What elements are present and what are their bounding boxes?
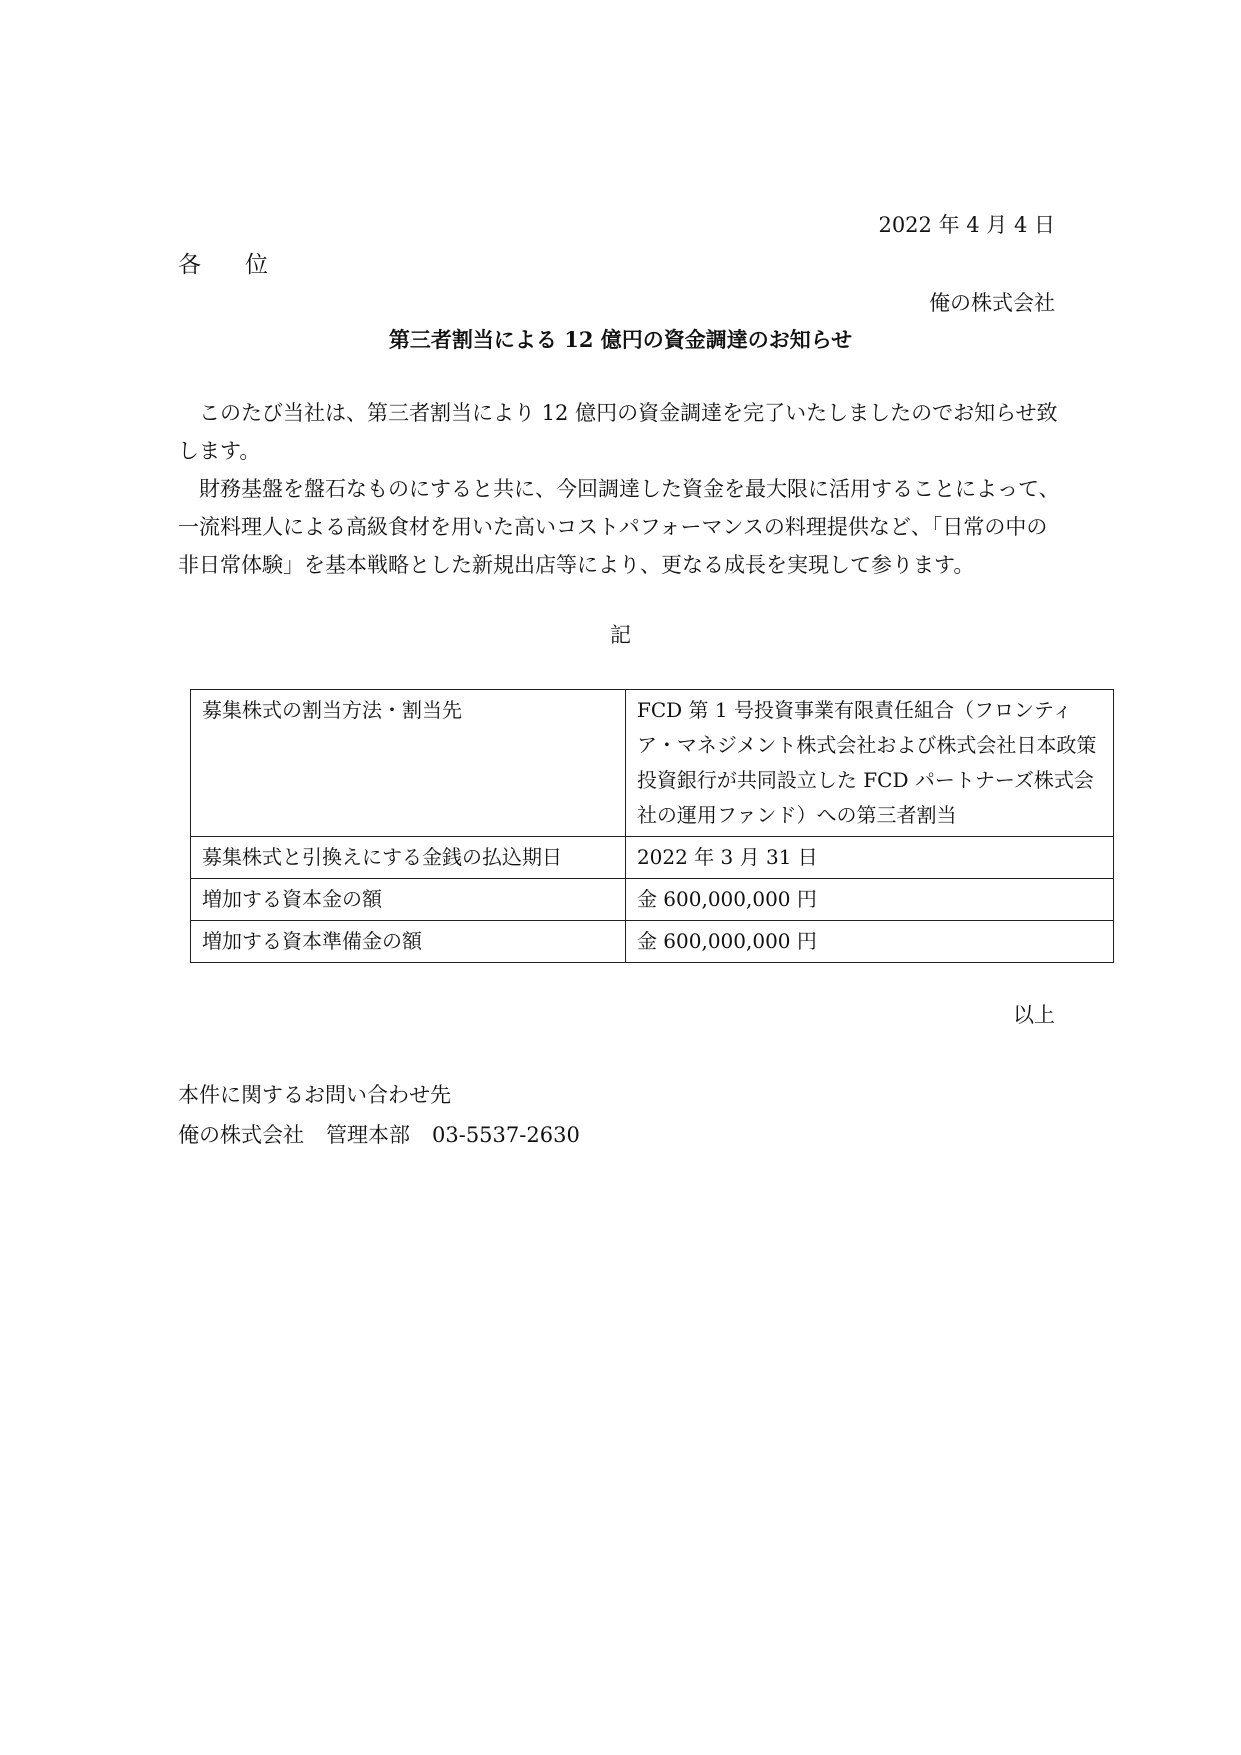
table-row [191, 921, 1114, 963]
addressee [178, 250, 268, 280]
row-value: 金 600,000,000 円 [625, 879, 1113, 921]
document-title: 第三者割当による 12 億円の資金調達のお知らせ [388, 327, 853, 352]
issuer-company: 俺の株式会社 [929, 291, 1055, 315]
row-value: FCD 第 1 号投資事業有限責任組合（フロンティア・マネジメント株式会社および株式会社日本政策投資銀行が共同設立した FCD パートナーズ株式会社の運用ファンド）への第三者割当 [625, 690, 1113, 837]
table-row [191, 837, 1114, 879]
contact-department: 管理本部 [326, 1123, 410, 1147]
row-label: 増加する資本金の額 [191, 879, 626, 921]
table-row [191, 690, 1114, 837]
contact-heading: 本件に関するお問い合わせ先 [178, 1083, 451, 1107]
contact-block [178, 1075, 580, 1155]
details-table [190, 689, 1114, 963]
table-row [191, 879, 1114, 921]
body-paragraph-2: 財務基盤を盤石なものにすると共に、今回調達した資金を最大限に活用することによって、一流料理人による高級食材を用いた高いコストパフォーマンスの料理提供など、「日常の中の非日常体験」を基本戦略とした新規出店等により、更なる成長を実現して参ります。 [178, 477, 1060, 577]
document-date: 2022 年 4 月 4 日 [878, 213, 1055, 237]
body-paragraph-1: このたび当社は、第三者割当により 12 億円の資金調達を完了いたしましたのでお知らせ致します。 [178, 401, 1058, 463]
contact-company: 俺の株式会社 [178, 1123, 304, 1147]
addressee-part-1: 各 [178, 252, 201, 278]
row-label: 募集株式の割当方法・割当先 [191, 690, 626, 837]
closing-mark: 以上 [1013, 1003, 1055, 1027]
row-label: 募集株式と引換えにする金銭の払込期日 [191, 837, 626, 879]
row-label: 増加する資本準備金の額 [191, 921, 626, 963]
contact-phone: 03-5537-2630 [432, 1123, 580, 1147]
contact-line [178, 1115, 580, 1155]
body-text [178, 394, 1063, 584]
row-value: 金 600,000,000 円 [625, 921, 1113, 963]
addressee-part-2: 位 [245, 252, 268, 278]
ki-heading: 記 [610, 623, 631, 647]
row-value: 2022 年 3 月 31 日 [625, 837, 1113, 879]
